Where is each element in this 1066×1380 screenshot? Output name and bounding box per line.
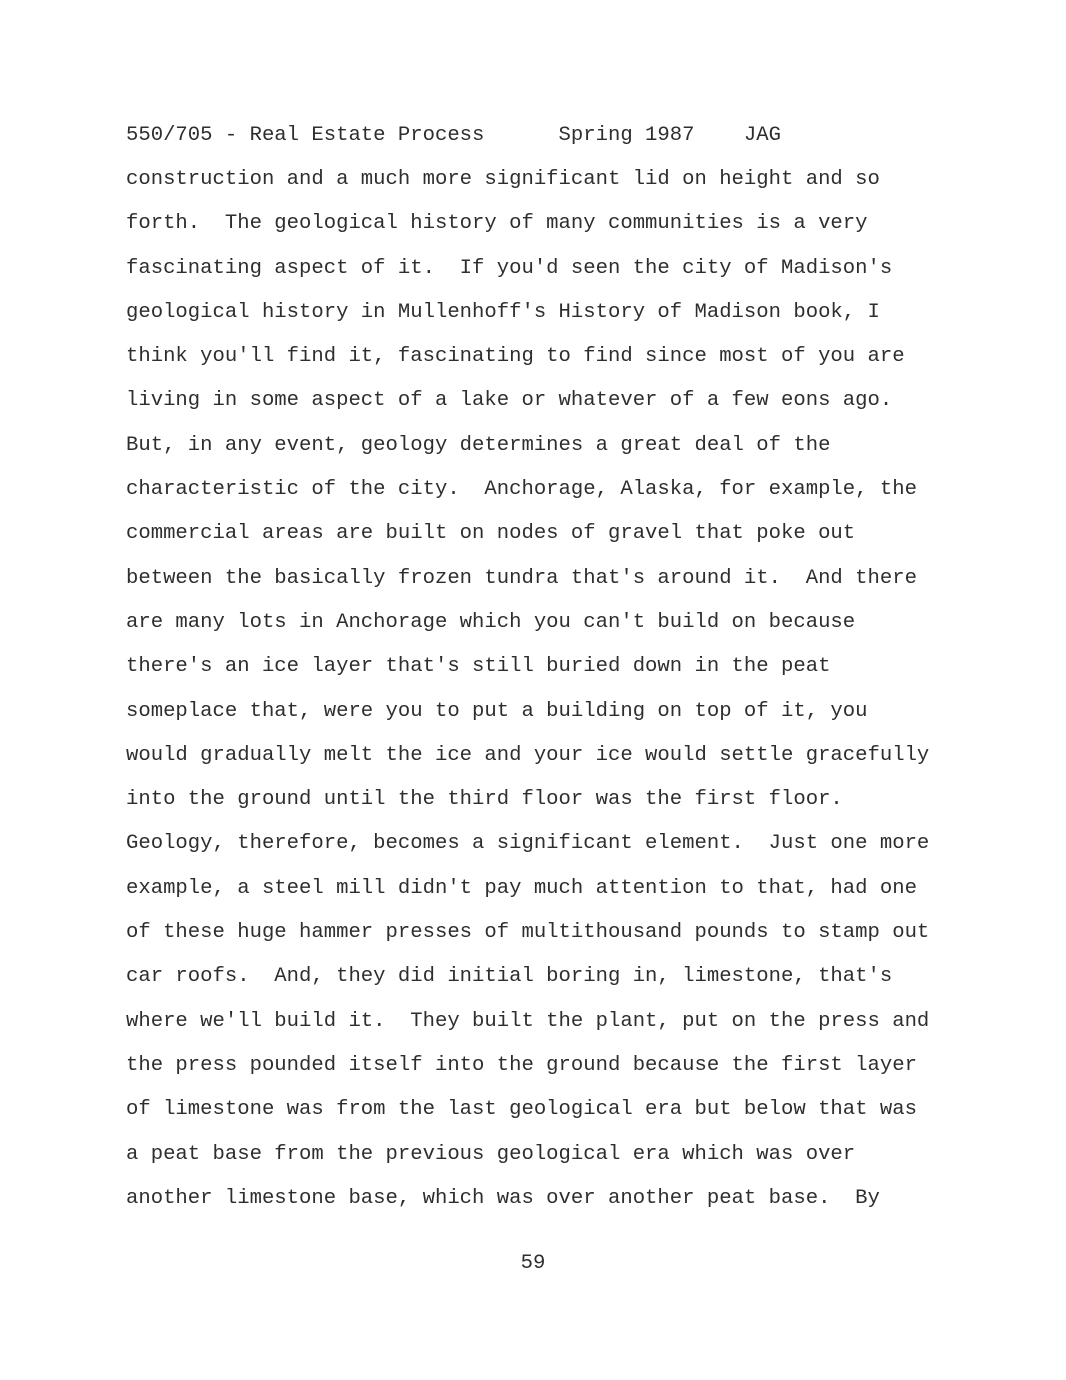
text-line: someplace that, were you to put a building on top of it, you	[126, 699, 868, 723]
text-line: of limestone was from the last geological era but below that was	[126, 1098, 917, 1122]
page-header: 550/705 - Real Estate Process Spring 1987 JAG	[126, 124, 781, 147]
text-line: living in some aspect of a lake or whatever of a few eons ago.	[126, 389, 893, 413]
text-line: there's an ice layer that's still buried down in the peat	[126, 655, 831, 679]
text-line: of these huge hammer presses of multithousand pounds to stamp out	[126, 921, 930, 945]
text-line: between the basically frozen tundra that's around it. And there	[126, 566, 917, 590]
text-line: construction and a much more significant lid on height and so	[126, 168, 880, 191]
text-line: the press pounded itself into the ground because the first layer	[126, 1053, 917, 1077]
text-line: a peat base from the previous geological era which was over	[126, 1142, 856, 1166]
text-line: characteristic of the city. Anchorage, Alaska, for example, the	[126, 478, 917, 502]
text-line: forth. The geological history of many communities is a very	[126, 212, 868, 236]
text-line: example, a steel mill didn't pay much attention to that, had one	[126, 876, 917, 900]
text-line: geological history in Mullenhoff's History of Madison book, I	[126, 300, 880, 324]
text-line: into the ground until the third floor was the first floor.	[126, 788, 843, 812]
text-line: commercial areas are built on nodes of gravel that poke out	[126, 522, 856, 546]
body-text	[126, 166, 929, 1229]
text-line: car roofs. And, they did initial boring in, limestone, that's	[126, 965, 893, 989]
text-line: Geology, therefore, becomes a significant element. Just one more	[126, 832, 930, 856]
text-line: another limestone base, which was over another peat base. By	[126, 1186, 880, 1210]
text-line: fascinating aspect of it. If you'd seen the city of Madison's	[126, 256, 893, 280]
text-line: are many lots in Anchorage which you can't build on because	[126, 610, 856, 634]
text-line: But, in any event, geology determines a great deal of the	[126, 433, 831, 457]
text-line: think you'll find it, fascinating to find since most of you are	[126, 345, 905, 369]
page-number: 59	[520, 1252, 546, 1275]
text-line: where we'll build it. They built the plant, put on the press and	[126, 1009, 930, 1033]
text-line: would gradually melt the ice and your ice would settle gracefully	[126, 743, 930, 767]
